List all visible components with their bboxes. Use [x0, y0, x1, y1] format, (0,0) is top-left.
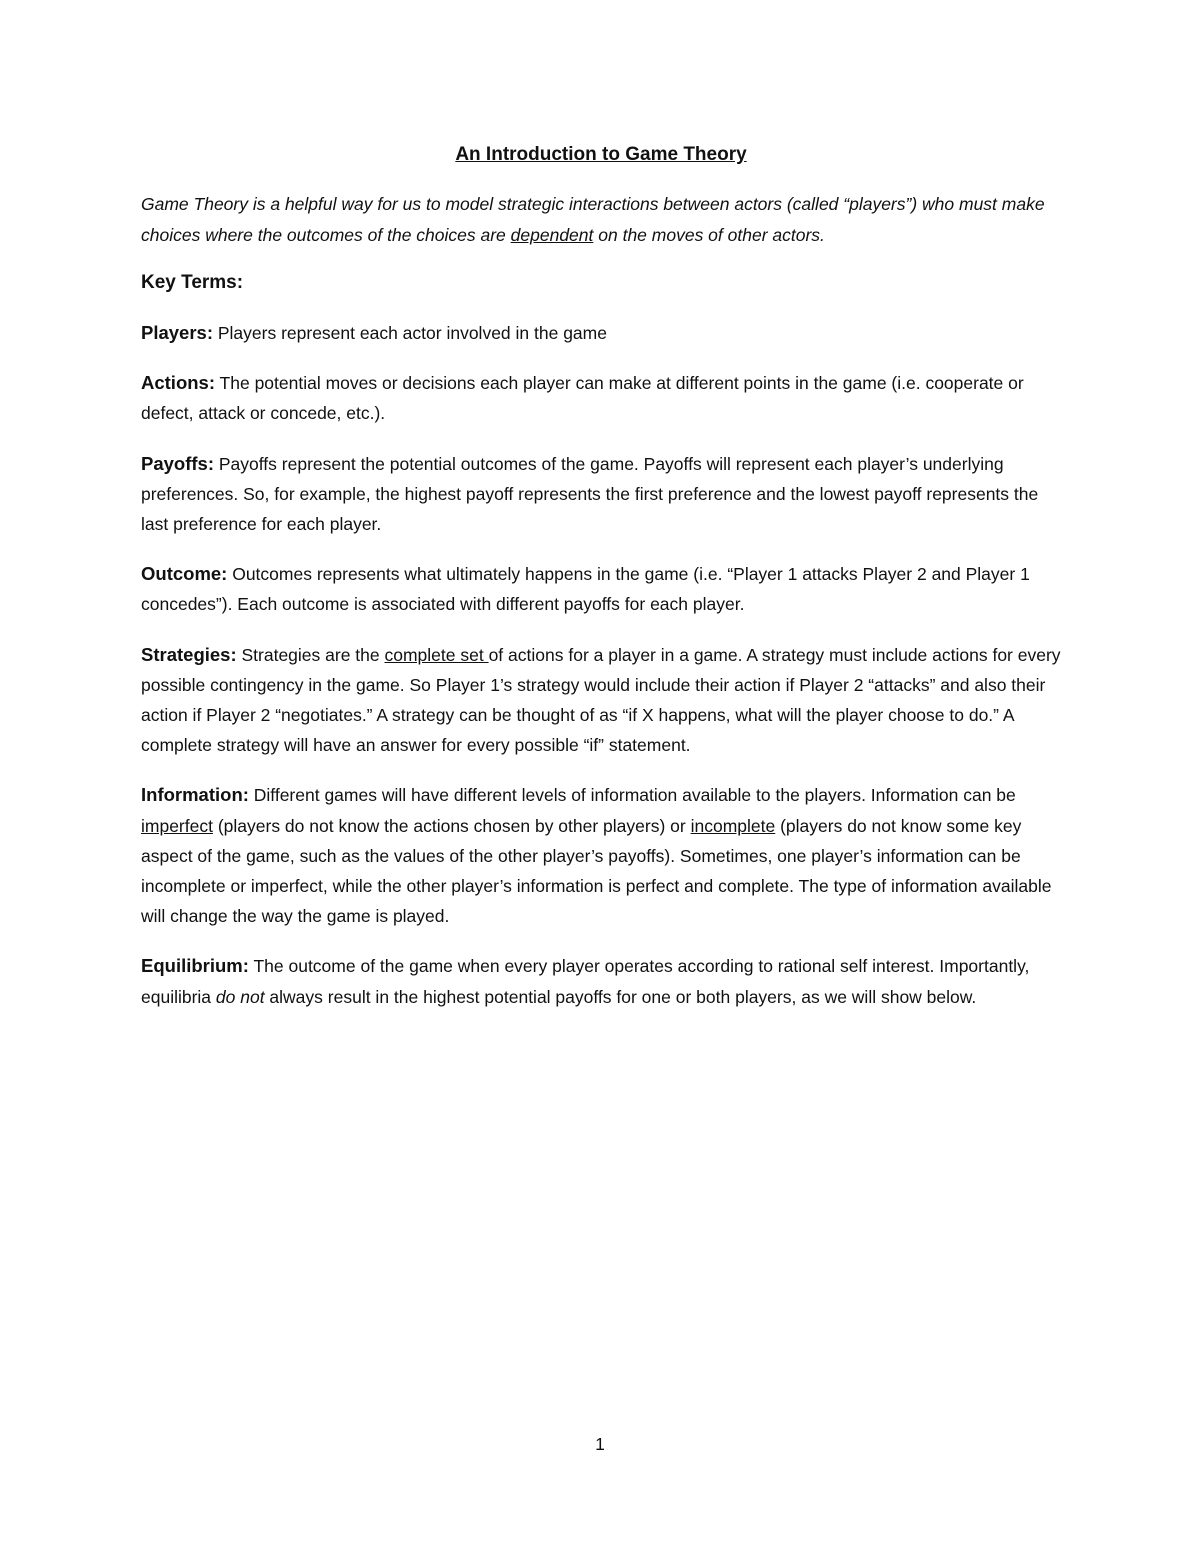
term-definition: Different games will have different levels of information available to the players. Information can be — [248, 785, 1016, 806]
term-underlined-phrase: complete set — [384, 644, 489, 665]
term-definition: Strategies are the — [236, 644, 385, 665]
term-definition: Payoffs represent the potential outcomes of the game. Payoffs will represent each player’s underlying preferences. So, for example, the highest payoff represents the first preference and the lowest payoff represents the last preference for each player. — [141, 453, 1039, 535]
intro-underlined-word: dependent — [510, 224, 594, 245]
term-definition: The potential moves or decisions each player can make at different points in the game (i.e. cooperate or defect, attack or concede, etc.). — [141, 373, 1024, 424]
intro-text-end: on the moves of other actors. — [593, 224, 825, 245]
term-definition-end: of actions for a player in a game. A strategy must include actions for every possible contingency in the game. So Player 1’s strategy would include their action if Player 2 “attacks” and also their action if Player 2 “negotiates.” A strategy can be thought of as “if X happens, what will the player choose to do.” A complete strategy will have an answer for every possible “if” statement. — [141, 644, 1061, 756]
term-payoffs — [141, 449, 1061, 540]
term-definition: Players represent each actor involved in the game — [213, 323, 607, 343]
page-title: An Introduction to Game Theory — [455, 144, 747, 165]
term-outcome — [141, 559, 1061, 619]
term-definition-middle: (players do not know the actions chosen by other players) or — [212, 815, 691, 836]
term-definition: The outcome of the game when every player operates according to rational self interest. Importantly, equilibria — [141, 956, 1030, 1007]
term-label: Outcome: — [141, 563, 228, 585]
term-underlined-word-incomplete: incomplete — [690, 815, 776, 836]
term-label: Strategies: — [141, 643, 237, 665]
term-label: Equilibrium: — [141, 955, 249, 977]
term-label: Actions: — [141, 372, 215, 394]
term-strategies — [141, 640, 1061, 761]
term-definition-end: always result in the highest potential payoffs for one or both players, as we will show below. — [264, 986, 977, 1007]
intro-paragraph — [141, 189, 1061, 250]
term-label: Players: — [141, 322, 213, 343]
term-label: Information: — [141, 784, 249, 806]
intro-text: Game Theory is a helpful way for us to model strategic interactions between actors (called “players”) who must make choices where the outcomes of the choices are — [141, 194, 1045, 245]
term-definition: Outcomes represents what ultimately happens in the game (i.e. “Player 1 attacks Player 2 and Player 1 concedes”). Each outcome is associated with different payoffs for each player. — [141, 564, 1030, 615]
term-actions — [141, 368, 1061, 428]
term-players — [141, 318, 1061, 348]
term-information — [141, 780, 1061, 931]
term-equilibrium — [141, 951, 1061, 1011]
page-number: 1 — [595, 1434, 605, 1454]
key-terms-heading: Key Terms: — [141, 272, 244, 293]
term-italic-phrase: do not — [215, 986, 265, 1007]
document-body — [141, 140, 1061, 1032]
term-label: Payoffs: — [141, 452, 214, 474]
term-underlined-word-imperfect: imperfect — [141, 815, 213, 836]
term-definition-end: (players do not know some key aspect of the game, such as the values of the other player’s payoffs). Sometimes, one player’s information can be incomplete or imperfect, while the other player’s information is perfect and complete. The type of information available will change the way the game is played. — [141, 815, 1052, 927]
